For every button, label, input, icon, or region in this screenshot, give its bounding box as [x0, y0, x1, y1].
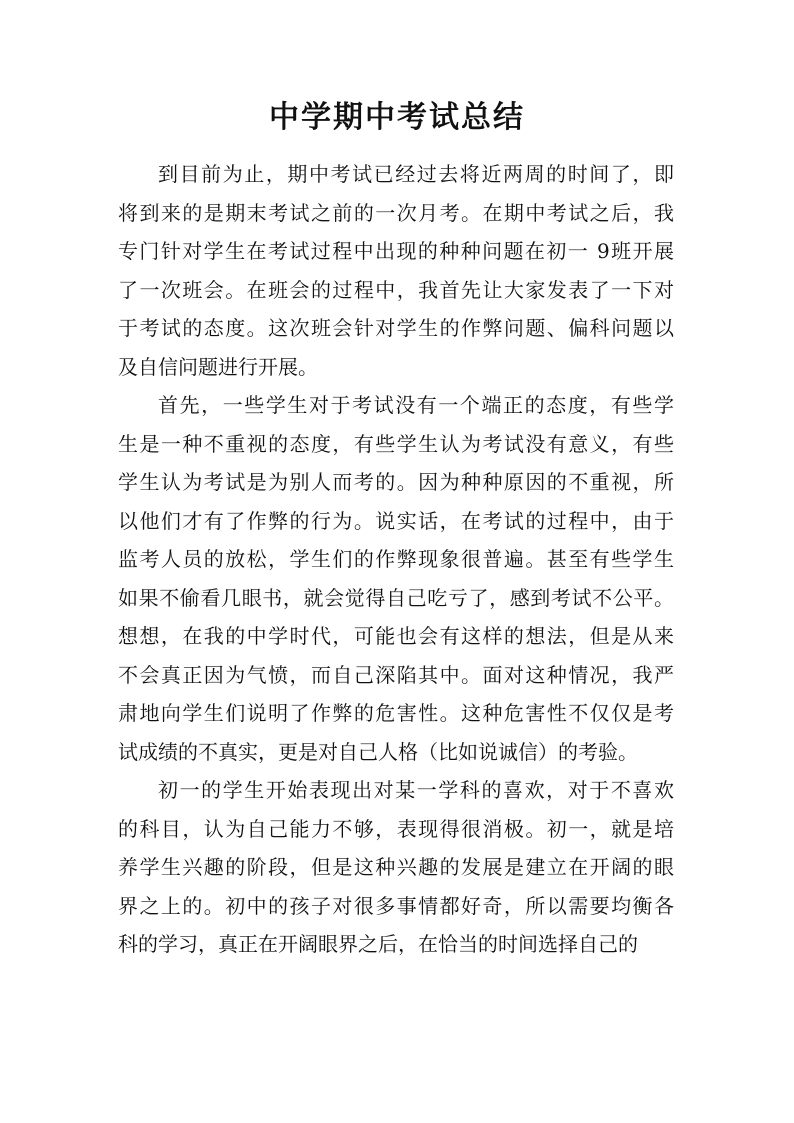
- document-body: [118, 155, 674, 964]
- paragraph-line: 初一的学生开始表现出对某一学科的喜欢，对于不喜欢: [158, 778, 674, 802]
- paragraph-line: 生是一种不重视的态度，有些学生认为考试没有意义，有些: [118, 431, 674, 456]
- paragraph-line: 界之上的。初中的孩子对很多事情都好奇，所以需要均衡各: [118, 893, 674, 918]
- paragraph-line: 如果不偷看几眼书，就会觉得自己吃亏了，感到考试不公平。: [118, 585, 674, 610]
- paragraph-line: 肃地向学生们说明了作弊的危害性。这种危害性不仅仅是考: [118, 701, 674, 725]
- paragraph-line: 将到来的是期末考试之前的一次月考。在期中考试之后，我: [118, 200, 674, 225]
- paragraph-line: 及自信问题进行开展。: [118, 354, 318, 379]
- paragraph-line: 试成绩的不真实，更是对自己人格（比如说诚信）的考验。: [118, 739, 638, 764]
- paragraph-line: 养学生兴趣的阶段，但是这种兴趣的发展是建立在开阔的眼: [118, 855, 674, 879]
- paragraph-line: 专门针对学生在考试过程中出现的种种问题在初一 9班开展: [118, 239, 674, 263]
- paragraph-3: [118, 771, 674, 964]
- paragraph-line: 首先，一些学生对于考试没有一个端正的态度，有些学: [158, 393, 674, 417]
- paragraph-line: 于考试的态度。这次班会针对学生的作弊问题、偏科问题以: [118, 316, 674, 340]
- paragraph-line: 了一次班会。在班会的过程中，我首先让大家发表了一下对: [118, 277, 674, 302]
- paragraph-line: 想想，在我的中学时代，可能也会有这样的想法，但是从来: [118, 624, 674, 648]
- paragraph-line: 学生认为考试是为别人而考的。因为种种原因的不重视，所: [118, 470, 674, 494]
- paragraph-1: [118, 155, 674, 386]
- paragraph-line: 不会真正因为气愤，而自己深陷其中。面对这种情况，我严: [118, 662, 674, 687]
- paragraph-line: 到目前为止，期中考试已经过去将近两周的时间了，即: [158, 162, 674, 186]
- document-title: 中学期中考试总结: [269, 100, 525, 135]
- paragraph-line: 监考人员的放松，学生们的作弊现象很普遍。甚至有些学生: [118, 547, 674, 571]
- paragraph-line: 以他们才有了作弊的行为。说实话，在考试的过程中，由于: [118, 508, 674, 533]
- paragraph-line: 科的学习，真正在开阔眼界之后，在恰当的时间选择自己的: [118, 932, 638, 956]
- paragraph-line: 的科目，认为自己能力不够，表现得很消极。初一，就是培: [118, 816, 674, 841]
- paragraph-2: [118, 386, 674, 771]
